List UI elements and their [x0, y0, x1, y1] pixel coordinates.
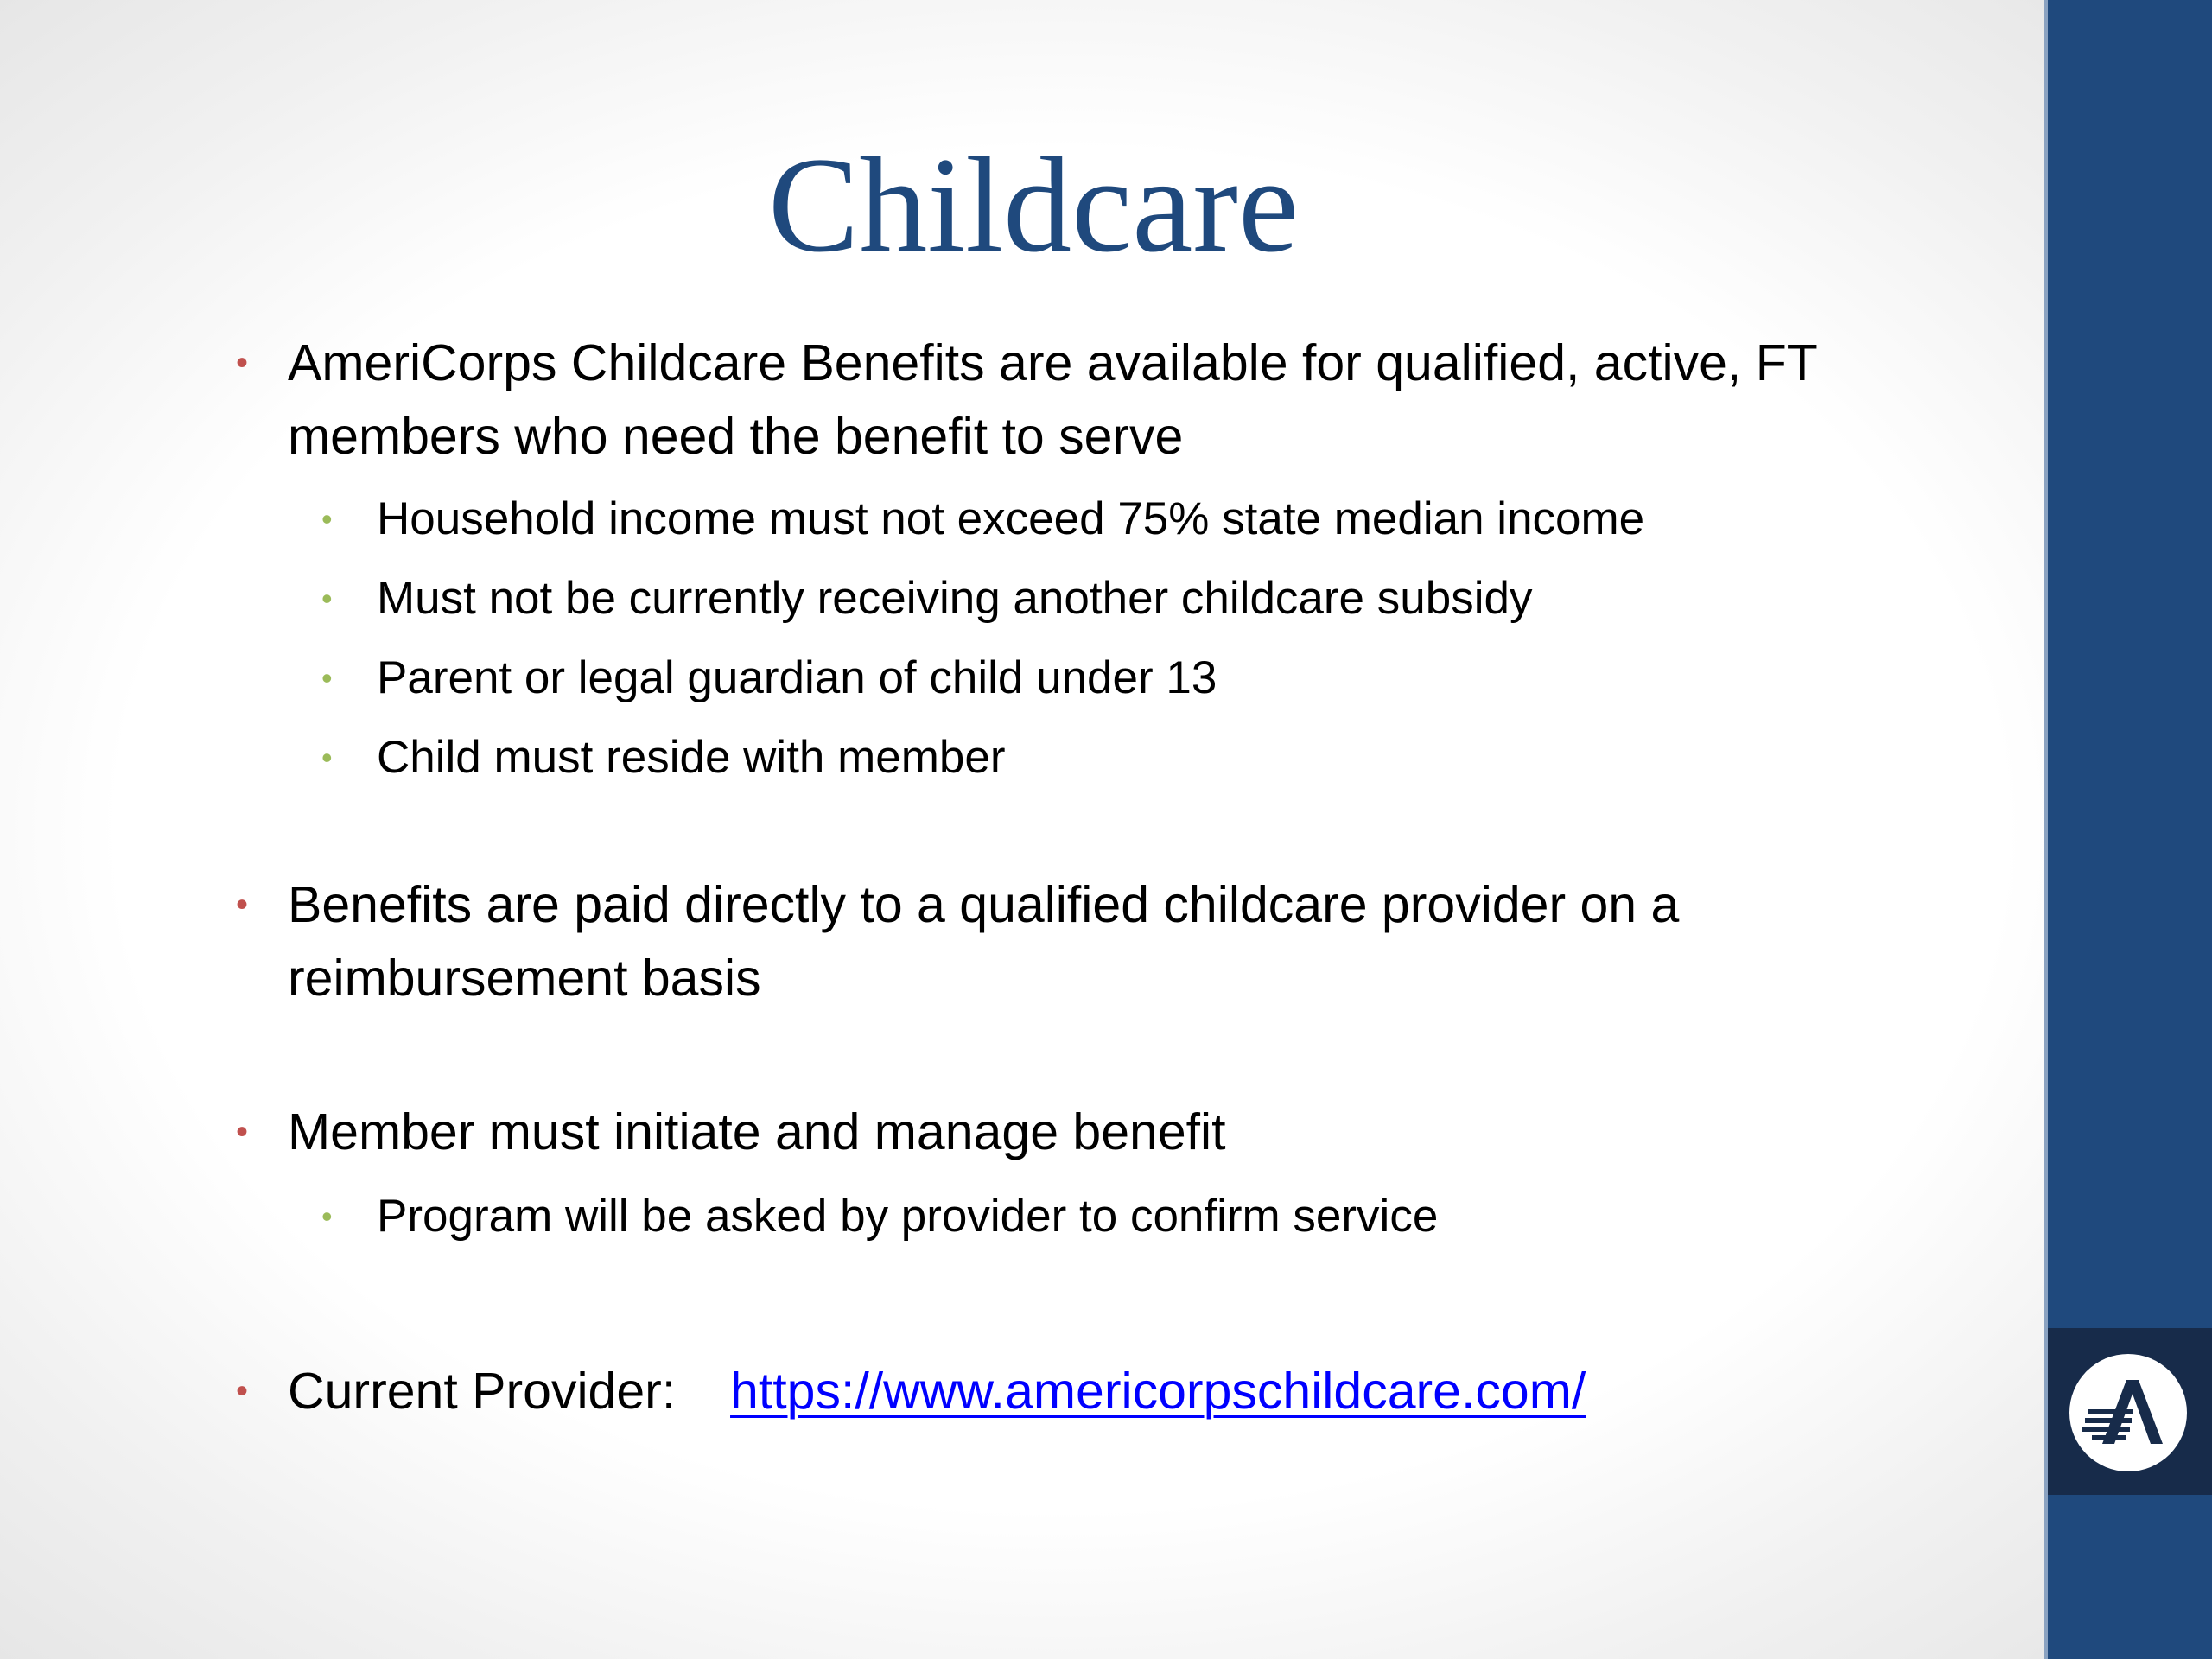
bullet-item: [236, 1355, 1929, 1428]
bullet-marker: •: [236, 1372, 249, 1410]
bullet-text: Benefits are paid directly to a qualified childcare provider on a reimbursement basis: [288, 876, 1680, 1007]
bullet-item: [236, 1096, 1929, 1169]
bullet-text: AmeriCorps Childcare Benefits are available for qualified, active, FT members who need the benefit to serve: [288, 334, 1817, 465]
bullet-item: [236, 868, 1929, 1015]
sub-bullet-marker: •: [321, 501, 333, 537]
sub-bullet-text: Household income must not exceed 75% state median income: [377, 493, 1645, 544]
bullet-marker: •: [236, 886, 249, 924]
provider-link[interactable]: https://www.americorpschildcare.com/: [730, 1363, 1586, 1420]
sub-bullet-marker: •: [321, 581, 333, 616]
provider-label: Current Provider:: [288, 1363, 677, 1420]
sub-bullet-text: Child must reside with member: [377, 732, 1006, 783]
sub-bullet-marker: •: [321, 660, 333, 696]
sub-bullet-marker: •: [321, 740, 333, 775]
sub-bullet-item: [321, 488, 1932, 550]
logo-panel: [2048, 1328, 2212, 1495]
bullet-marker: •: [236, 344, 249, 382]
bullet-text: Member must initiate and manage benefit: [288, 1103, 1226, 1160]
sub-bullet-text: Must not be currently receiving another childcare subsidy: [377, 573, 1533, 624]
bullet-item: [236, 327, 1929, 474]
slide-title: Childcare: [767, 130, 1300, 281]
sub-bullet-item: [321, 727, 1932, 789]
bullet-marker: •: [236, 1113, 249, 1151]
sub-bullet-marker: •: [321, 1198, 333, 1234]
sub-bullet-text: Program will be asked by provider to confirm service: [377, 1191, 1439, 1242]
sub-bullet-item: [321, 647, 1932, 709]
sub-bullet-item: [321, 568, 1932, 630]
sub-bullet-item: [321, 1185, 1932, 1248]
americorps-logo-icon: [2069, 1354, 2187, 1471]
sub-bullet-text: Parent or legal guardian of child under 13: [377, 652, 1217, 703]
